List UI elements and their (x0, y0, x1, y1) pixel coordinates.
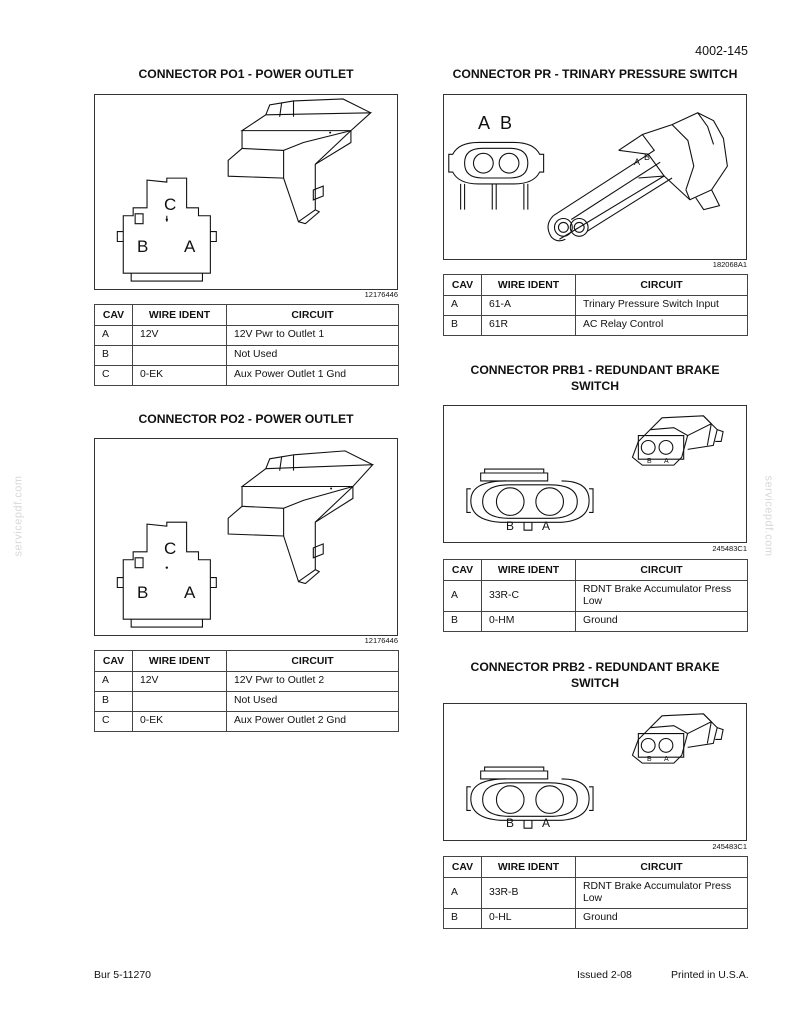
prb2-table (443, 856, 748, 929)
cav-cell: B (444, 612, 482, 632)
pr-body-label-a: A (634, 157, 641, 167)
pr-label-b: B (500, 113, 513, 133)
redundant-brake-switch-drawing (444, 406, 746, 542)
po1-label-c: C (164, 195, 177, 214)
power-outlet-connector-drawing (95, 95, 397, 289)
wire-cell: 0-EK (133, 712, 227, 732)
prb1-figure-id: 245483C1 (712, 544, 747, 553)
footer-doc-number: Bur 5-11270 (94, 969, 152, 981)
table-row (95, 366, 399, 386)
prb2-figure (443, 703, 747, 841)
cav-header: CAV (95, 305, 133, 326)
circuit-cell: 12V Pwr to Outlet 1 (227, 326, 399, 346)
circuit-cell: Not Used (227, 346, 399, 366)
prb2-label-b: B (506, 816, 515, 830)
po2-figure (94, 438, 398, 636)
table-row (95, 672, 399, 692)
table-row (95, 326, 399, 346)
wire-header: WIRE IDENT (133, 651, 227, 672)
prb1-figure (443, 405, 747, 543)
circuit-cell: Not Used (227, 692, 399, 712)
cav-cell: A (444, 296, 482, 316)
wire-cell: 0-EK (133, 366, 227, 386)
pr-figure (443, 94, 747, 260)
table-header-row (95, 651, 399, 672)
table-row (444, 612, 748, 632)
footer-printed: Printed in U.S.A. (671, 969, 749, 981)
cav-cell: A (95, 326, 133, 346)
power-outlet-connector-drawing (95, 439, 397, 635)
wire-cell: 12V (133, 326, 227, 346)
circuit-header: CIRCUIT (576, 275, 748, 296)
cav-cell: B (444, 316, 482, 336)
footer-issued: Issued 2-08 (577, 969, 632, 981)
cav-cell: A (95, 672, 133, 692)
prb2-title (443, 659, 747, 691)
wire-header: WIRE IDENT (133, 305, 227, 326)
cav-cell: C (95, 712, 133, 732)
table-row (95, 712, 399, 732)
prb1-label-b: B (506, 519, 515, 533)
po1-figure-id: 12176446 (364, 290, 398, 299)
watermark-left: servicepdf.com (12, 475, 25, 557)
table-header-row (444, 857, 748, 878)
wire-header: WIRE IDENT (482, 275, 576, 296)
wire-cell (133, 346, 227, 366)
cav-cell: A (444, 581, 482, 612)
wire-cell: 0-HL (482, 909, 576, 929)
prb1-title (443, 362, 747, 394)
wire-cell (133, 692, 227, 712)
table-row (444, 296, 748, 316)
prb1-small-label-a: A (664, 458, 669, 465)
table-row (444, 909, 748, 929)
prb2-small-label-a: A (664, 756, 669, 763)
circuit-cell: Trinary Pressure Switch Input (576, 296, 748, 316)
circuit-cell: 12V Pwr to Outlet 2 (227, 672, 399, 692)
po1-label-b: B (137, 237, 149, 256)
table-header-row (95, 305, 399, 326)
circuit-cell: RDNT Brake Accumulator Press Low (576, 581, 748, 612)
prb2-title-line-1: CONNECTOR PRB2 - REDUNDANT BRAKE (470, 660, 720, 674)
po1-table (94, 304, 399, 386)
prb2-figure-id: 245483C1 (712, 842, 747, 851)
po2-label-c: C (164, 539, 177, 558)
wire-cell: 61-A (482, 296, 576, 316)
cav-cell: B (444, 909, 482, 929)
wire-cell: 12V (133, 672, 227, 692)
circuit-header: CIRCUIT (227, 305, 399, 326)
wire-cell: 61R (482, 316, 576, 336)
prb2-title-line-2: SWITCH (570, 676, 620, 690)
cav-cell: B (95, 692, 133, 712)
po2-table (94, 650, 399, 732)
circuit-header: CIRCUIT (227, 651, 399, 672)
table-header-row (444, 560, 748, 581)
circuit-header: CIRCUIT (576, 560, 748, 581)
table-row (95, 692, 399, 712)
po2-figure-id: 12176446 (364, 636, 398, 645)
table-row (444, 581, 748, 612)
wire-header: WIRE IDENT (482, 857, 576, 878)
circuit-header: CIRCUIT (576, 857, 748, 878)
wire-cell: 33R-B (482, 878, 576, 909)
prb2-small-label-b: B (647, 756, 652, 763)
pr-figure-id: 182068A1 (712, 260, 747, 269)
circuit-cell: Ground (576, 612, 748, 632)
prb1-table (443, 559, 748, 632)
watermark-right: servicepdf.com (762, 475, 775, 557)
table-header-row (444, 275, 748, 296)
cav-cell: C (95, 366, 133, 386)
cav-header: CAV (95, 651, 133, 672)
wire-cell: 33R-C (482, 581, 576, 612)
prb1-small-label-b: B (647, 458, 652, 465)
cav-header: CAV (444, 275, 482, 296)
redundant-brake-switch-drawing (444, 704, 746, 840)
po2-label-a: A (184, 583, 196, 602)
circuit-cell: Aux Power Outlet 1 Gnd (227, 366, 399, 386)
cav-header: CAV (444, 560, 482, 581)
wire-cell: 0-HM (482, 612, 576, 632)
wire-header: WIRE IDENT (482, 560, 576, 581)
circuit-cell: Ground (576, 909, 748, 929)
pr-body-label-b: B (644, 152, 651, 162)
page-number: 4002-145 (695, 44, 748, 58)
po1-figure (94, 94, 398, 290)
cav-cell: B (95, 346, 133, 366)
prb1-title-line-2: SWITCH (570, 379, 620, 393)
circuit-cell: AC Relay Control (576, 316, 748, 336)
prb1-title-line-1: CONNECTOR PRB1 - REDUNDANT BRAKE (470, 363, 720, 377)
table-row (95, 346, 399, 366)
cav-cell: A (444, 878, 482, 909)
table-row (444, 878, 748, 909)
circuit-cell: RDNT Brake Accumulator Press Low (576, 878, 748, 909)
pr-title: CONNECTOR PR - TRINARY PRESSURE SWITCH (452, 67, 738, 81)
po2-title: CONNECTOR PO2 - POWER OUTLET (138, 412, 354, 426)
prb2-label-a: A (542, 816, 551, 830)
cav-header: CAV (444, 857, 482, 878)
pr-label-a: A (478, 113, 491, 133)
table-row (444, 316, 748, 336)
pr-table (443, 274, 748, 336)
circuit-cell: Aux Power Outlet 2 Gnd (227, 712, 399, 732)
po1-title: CONNECTOR PO1 - POWER OUTLET (138, 67, 354, 81)
po1-label-a: A (184, 237, 196, 256)
po2-label-b: B (137, 583, 149, 602)
prb1-label-a: A (542, 519, 551, 533)
